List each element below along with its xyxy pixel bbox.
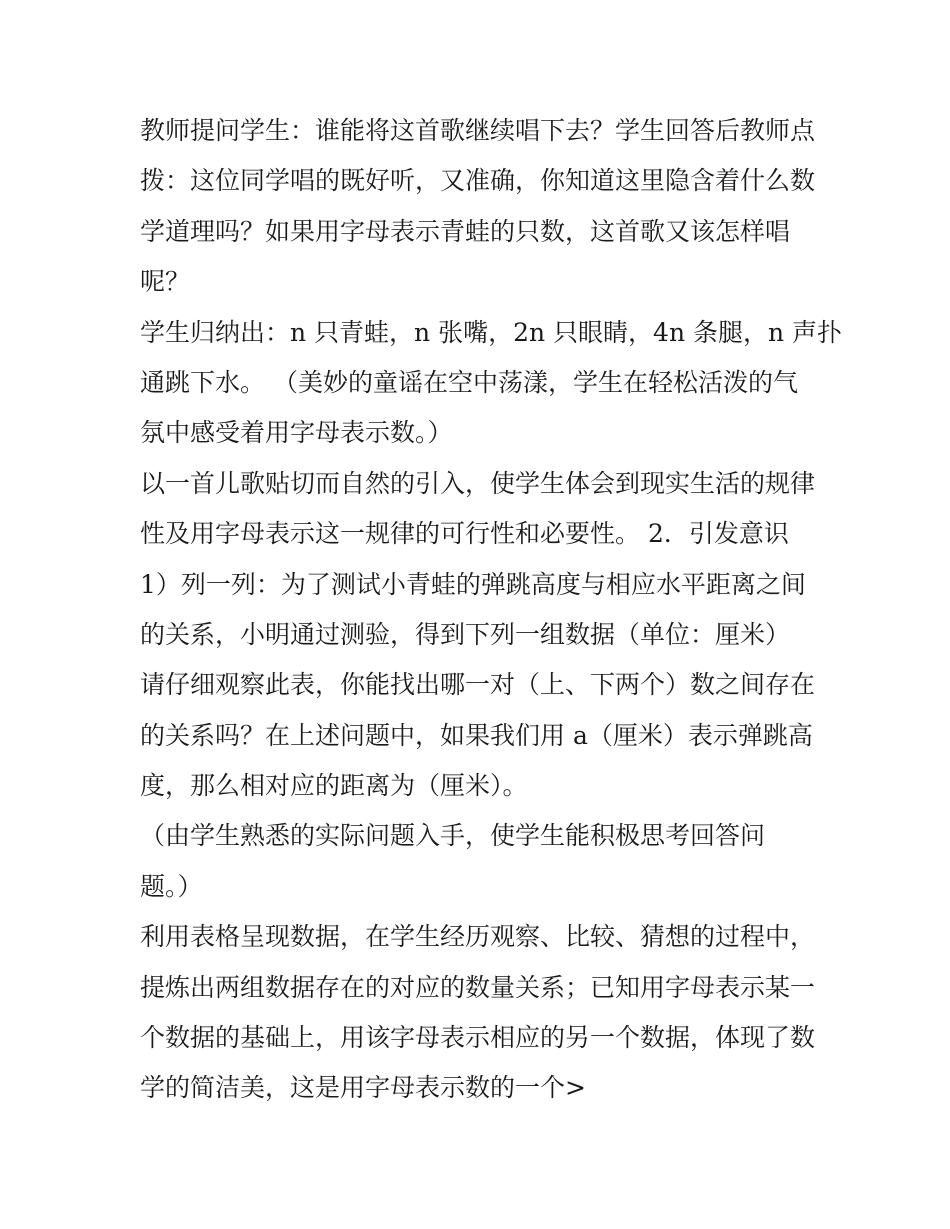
text-line: 学道理吗？如果用字母表示青蛙的只数，这首歌又该怎样唱 [140,216,791,246]
text-line: 性及用字母表示这一规律的可行性和必要性。 2．引发意识 [140,519,789,549]
text-line: 1）列一列：为了测试小青蛙的弹跳高度与相应水平距离之间 [140,569,806,599]
text-line: 利用表格呈现数据，在学生经历观察、比较、猜想的过程中， [140,922,816,952]
text-line: 个数据的基础上，用该字母表示相应的另一个数据，体现了数 [140,1023,816,1053]
text-line: 题。） [140,871,203,901]
text-line: 的关系吗？在上述问题中，如果我们用 a（厘米）表示弹跳高 [140,720,813,750]
text-line: 请仔细观察此表，你能找出哪一对（上、下两个）数之间存在 [140,670,816,700]
text-line: 学生归纳出：n 只青蛙，n 张嘴，2n 只眼睛，4n 条腿，n 声扑 [140,317,843,347]
text-line: 通跳下水。 （美妙的童谣在空中荡漾，学生在轻松活泼的气 [140,367,798,397]
text-line: 度，那么相对应的距离为（厘米）。 [140,771,528,801]
text-line: 学的简洁美，这是用字母表示数的一个> [140,1073,586,1103]
text-line: 拨：这位同学唱的既好听，又准确，你知道这里隐含着什么数 [140,166,816,196]
body-text [140,106,843,1114]
text-line: 提炼出两组数据存在的对应的数量关系；已知用字母表示某一 [140,972,816,1002]
text-line: 以一首儿歌贴切而自然的引入，使学生体会到现实生活的规律 [140,468,816,498]
text-line: 教师提问学生：谁能将这首歌继续唱下去？学生回答后教师点 [140,116,816,145]
text-line: 的关系，小明通过测验，得到下列一组数据（单位：厘米） [140,619,791,649]
text-line: 氛中感受着用字母表示数。） [140,418,453,448]
text-line: （由学生熟悉的实际问题入手，使学生能积极思考回答问 [140,821,766,851]
text-line: 呢？ [140,267,191,297]
